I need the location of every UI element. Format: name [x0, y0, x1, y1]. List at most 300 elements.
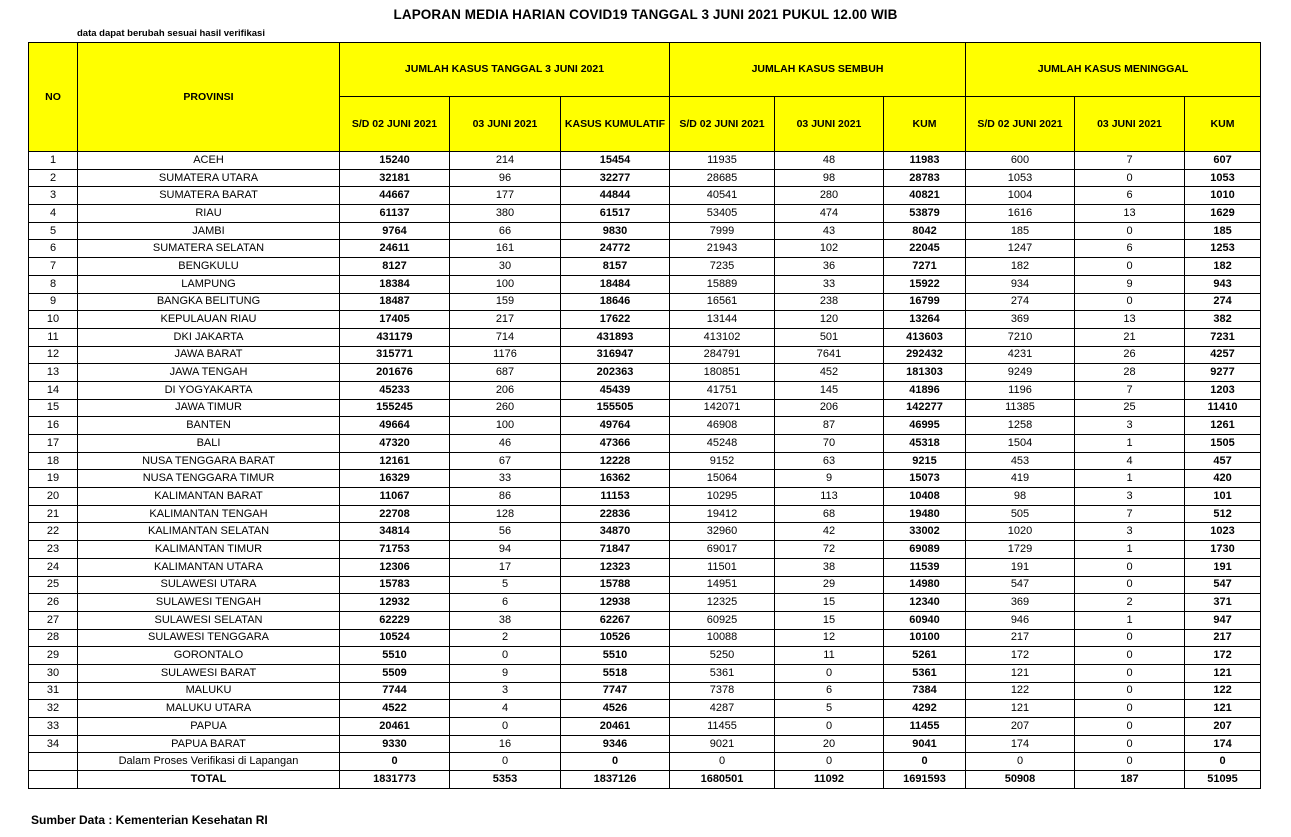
- cell-meninggal-03-juni: 6: [1075, 187, 1185, 205]
- cell-kasus-kumulatif: 5518: [561, 664, 670, 682]
- cell-sembuh-03-juni: 38: [775, 558, 884, 576]
- cell-kasus-sd-02-juni: 47320: [340, 435, 450, 453]
- cell-meninggal-sd-02-juni: 9249: [966, 364, 1075, 382]
- cell-sembuh-kum: 142277: [884, 399, 966, 417]
- cell-sembuh-sd-02-juni: 5250: [670, 647, 775, 665]
- cell-kasus-sd-02-juni: 12306: [340, 558, 450, 576]
- header-meninggal-sd-02-juni: S/D 02 JUNI 2021: [966, 97, 1075, 152]
- cell-kasus-03-juni: 214: [450, 152, 561, 170]
- cell-provinsi: KALIMANTAN TIMUR: [78, 541, 340, 559]
- cell-meninggal-kum: 1629: [1185, 205, 1261, 223]
- cell-meninggal-sd-02-juni: 217: [966, 629, 1075, 647]
- cell-meninggal-sd-02-juni: 1004: [966, 187, 1075, 205]
- cell-sembuh-kum: 33002: [884, 523, 966, 541]
- header-provinsi: PROVINSI: [78, 43, 340, 152]
- cell-meninggal-03-juni: 0: [1075, 258, 1185, 276]
- cell-meninggal-sd-02-juni: 505: [966, 505, 1075, 523]
- cell-sembuh-03-juni: 68: [775, 505, 884, 523]
- cell-meninggal-03-juni: 1: [1075, 541, 1185, 559]
- table-row: [29, 275, 1261, 293]
- cell-kasus-kumulatif: 12938: [561, 594, 670, 612]
- cell-sembuh-sd-02-juni: 284791: [670, 346, 775, 364]
- table-row: [29, 258, 1261, 276]
- cell-sembuh-kum: 40821: [884, 187, 966, 205]
- cell-kasus-kumulatif: 316947: [561, 346, 670, 364]
- cell-sembuh-sd-02-juni: 19412: [670, 505, 775, 523]
- cell-row-no: 20: [29, 488, 78, 506]
- header-kasus-sd-02-juni: S/D 02 JUNI 2021: [340, 97, 450, 152]
- cell-provinsi: MALUKU: [78, 682, 340, 700]
- cell-meninggal-kum: 1203: [1185, 381, 1261, 399]
- cell-sembuh-03-juni: 42: [775, 523, 884, 541]
- table-row: [29, 293, 1261, 311]
- cell-kasus-sd-02-juni: 431179: [340, 328, 450, 346]
- cell-meninggal-03-juni: 13: [1075, 311, 1185, 329]
- cell-meninggal-kum: 1023: [1185, 523, 1261, 541]
- cell-kasus-03-juni: 5353: [450, 771, 561, 789]
- cell-sembuh-03-juni: 9: [775, 470, 884, 488]
- cell-kasus-03-juni: 4: [450, 700, 561, 718]
- cell-kasus-kumulatif: 61517: [561, 205, 670, 223]
- cell-kasus-sd-02-juni: 32181: [340, 169, 450, 187]
- cell-kasus-03-juni: 33: [450, 470, 561, 488]
- cell-provinsi: BANTEN: [78, 417, 340, 435]
- cell-provinsi: KALIMANTAN TENGAH: [78, 505, 340, 523]
- cell-provinsi: SULAWESI UTARA: [78, 576, 340, 594]
- cell-meninggal-kum: 121: [1185, 664, 1261, 682]
- cell-meninggal-03-juni: 25: [1075, 399, 1185, 417]
- cell-kasus-03-juni: 46: [450, 435, 561, 453]
- cell-kasus-kumulatif: 4526: [561, 700, 670, 718]
- cell-sembuh-kum: 19480: [884, 505, 966, 523]
- cell-sembuh-03-juni: 36: [775, 258, 884, 276]
- cell-provinsi: BALI: [78, 435, 340, 453]
- cell-kasus-sd-02-juni: 5509: [340, 664, 450, 682]
- table-row: [29, 718, 1261, 736]
- cell-sembuh-sd-02-juni: 7378: [670, 682, 775, 700]
- cell-sembuh-sd-02-juni: 413102: [670, 328, 775, 346]
- cell-sembuh-kum: 16799: [884, 293, 966, 311]
- cell-row-no: 27: [29, 611, 78, 629]
- source-footer: Sumber Data : Kementerian Kesehatan RI: [31, 813, 268, 827]
- cell-sembuh-sd-02-juni: 41751: [670, 381, 775, 399]
- cell-meninggal-sd-02-juni: 547: [966, 576, 1075, 594]
- cell-sembuh-sd-02-juni: 46908: [670, 417, 775, 435]
- cell-sembuh-03-juni: 120: [775, 311, 884, 329]
- table-row: [29, 576, 1261, 594]
- cell-kasus-03-juni: 260: [450, 399, 561, 417]
- cell-meninggal-03-juni: 0: [1075, 682, 1185, 700]
- cell-meninggal-03-juni: 0: [1075, 169, 1185, 187]
- cell-kasus-kumulatif: 155505: [561, 399, 670, 417]
- cell-meninggal-sd-02-juni: 185: [966, 222, 1075, 240]
- cell-kasus-sd-02-juni: 12161: [340, 452, 450, 470]
- cell-sembuh-sd-02-juni: 53405: [670, 205, 775, 223]
- cell-kasus-kumulatif: 62267: [561, 611, 670, 629]
- table-row: [29, 452, 1261, 470]
- cell-row-no: 32: [29, 700, 78, 718]
- cell-kasus-03-juni: 0: [450, 718, 561, 736]
- cell-provinsi: SUMATERA SELATAN: [78, 240, 340, 258]
- cell-kasus-03-juni: 206: [450, 381, 561, 399]
- cell-meninggal-kum: 182: [1185, 258, 1261, 276]
- cell-kasus-03-juni: 217: [450, 311, 561, 329]
- cell-sembuh-kum: 69089: [884, 541, 966, 559]
- cell-meninggal-sd-02-juni: 1729: [966, 541, 1075, 559]
- cell-meninggal-kum: 11410: [1185, 399, 1261, 417]
- table-body: [29, 152, 1261, 789]
- cell-row-no: 29: [29, 647, 78, 665]
- cell-sembuh-03-juni: 280: [775, 187, 884, 205]
- cell-sembuh-03-juni: 6: [775, 682, 884, 700]
- cell-meninggal-kum: 1261: [1185, 417, 1261, 435]
- cell-sembuh-sd-02-juni: 7999: [670, 222, 775, 240]
- cell-sembuh-kum: 9041: [884, 735, 966, 753]
- cell-sembuh-sd-02-juni: 21943: [670, 240, 775, 258]
- cell-meninggal-kum: 51095: [1185, 771, 1261, 789]
- table-row: [29, 470, 1261, 488]
- cell-meninggal-03-juni: 0: [1075, 664, 1185, 682]
- cell-kasus-sd-02-juni: 62229: [340, 611, 450, 629]
- cell-meninggal-sd-02-juni: 453: [966, 452, 1075, 470]
- cell-kasus-kumulatif: 32277: [561, 169, 670, 187]
- cell-meninggal-sd-02-juni: 0: [966, 753, 1075, 771]
- cell-meninggal-03-juni: 6: [1075, 240, 1185, 258]
- table-row: [29, 541, 1261, 559]
- cell-row-no: 10: [29, 311, 78, 329]
- cell-sembuh-03-juni: 87: [775, 417, 884, 435]
- cell-meninggal-03-juni: 0: [1075, 735, 1185, 753]
- cell-kasus-sd-02-juni: 9764: [340, 222, 450, 240]
- cell-meninggal-03-juni: 3: [1075, 523, 1185, 541]
- cell-sembuh-03-juni: 72: [775, 541, 884, 559]
- cell-kasus-sd-02-juni: 0: [340, 753, 450, 771]
- cell-kasus-kumulatif: 20461: [561, 718, 670, 736]
- cell-sembuh-03-juni: 501: [775, 328, 884, 346]
- cell-kasus-kumulatif: 34870: [561, 523, 670, 541]
- table-row: [29, 169, 1261, 187]
- cell-sembuh-sd-02-juni: 1680501: [670, 771, 775, 789]
- cell-provinsi: BANGKA BELITUNG: [78, 293, 340, 311]
- header-sembuh-03-juni: 03 JUNI 2021: [775, 97, 884, 152]
- cell-meninggal-sd-02-juni: 369: [966, 594, 1075, 612]
- cell-sembuh-03-juni: 15: [775, 611, 884, 629]
- cell-row-no: 31: [29, 682, 78, 700]
- cell-sembuh-kum: 15922: [884, 275, 966, 293]
- cell-sembuh-sd-02-juni: 13144: [670, 311, 775, 329]
- cell-sembuh-sd-02-juni: 28685: [670, 169, 775, 187]
- cell-meninggal-03-juni: 0: [1075, 718, 1185, 736]
- cell-meninggal-03-juni: 7: [1075, 505, 1185, 523]
- cell-sembuh-03-juni: 11: [775, 647, 884, 665]
- cell-sembuh-sd-02-juni: 11935: [670, 152, 775, 170]
- cell-provinsi: DKI JAKARTA: [78, 328, 340, 346]
- header-no: NO: [29, 43, 78, 152]
- cell-kasus-03-juni: 56: [450, 523, 561, 541]
- cell-kasus-sd-02-juni: 20461: [340, 718, 450, 736]
- table-row: [29, 735, 1261, 753]
- cell-meninggal-kum: 1010: [1185, 187, 1261, 205]
- cell-sembuh-kum: 14980: [884, 576, 966, 594]
- cell-meninggal-sd-02-juni: 274: [966, 293, 1075, 311]
- cell-kasus-sd-02-juni: 12932: [340, 594, 450, 612]
- cell-provinsi: LAMPUNG: [78, 275, 340, 293]
- cell-meninggal-kum: 607: [1185, 152, 1261, 170]
- cell-meninggal-03-juni: 0: [1075, 753, 1185, 771]
- cell-sembuh-kum: 7271: [884, 258, 966, 276]
- cell-kasus-03-juni: 0: [450, 647, 561, 665]
- cell-meninggal-kum: 0: [1185, 753, 1261, 771]
- cell-sembuh-kum: 11983: [884, 152, 966, 170]
- cell-provinsi: DI YOGYAKARTA: [78, 381, 340, 399]
- cell-kasus-kumulatif: 44844: [561, 187, 670, 205]
- cell-kasus-sd-02-juni: 34814: [340, 523, 450, 541]
- cell-kasus-03-juni: 38: [450, 611, 561, 629]
- cell-row-no: 21: [29, 505, 78, 523]
- cell-kasus-kumulatif: 47366: [561, 435, 670, 453]
- cell-sembuh-sd-02-juni: 142071: [670, 399, 775, 417]
- cell-sembuh-03-juni: 29: [775, 576, 884, 594]
- cell-meninggal-sd-02-juni: 946: [966, 611, 1075, 629]
- table-row: [29, 435, 1261, 453]
- header-sembuh-kum: KUM: [884, 97, 966, 152]
- cell-meninggal-sd-02-juni: 4231: [966, 346, 1075, 364]
- cell-sembuh-kum: 11455: [884, 718, 966, 736]
- cell-sembuh-kum: 413603: [884, 328, 966, 346]
- cell-kasus-03-juni: 687: [450, 364, 561, 382]
- cell-meninggal-sd-02-juni: 600: [966, 152, 1075, 170]
- cell-provinsi: SUMATERA UTARA: [78, 169, 340, 187]
- cell-kasus-kumulatif: 71847: [561, 541, 670, 559]
- cell-sembuh-03-juni: 98: [775, 169, 884, 187]
- cell-meninggal-kum: 122: [1185, 682, 1261, 700]
- cell-sembuh-03-juni: 238: [775, 293, 884, 311]
- cell-sembuh-kum: 1691593: [884, 771, 966, 789]
- cell-meninggal-kum: 547: [1185, 576, 1261, 594]
- cell-row-no: 2: [29, 169, 78, 187]
- cell-kasus-sd-02-juni: 18384: [340, 275, 450, 293]
- cell-sembuh-kum: 9215: [884, 452, 966, 470]
- cell-provinsi: PAPUA BARAT: [78, 735, 340, 753]
- table-row: [29, 311, 1261, 329]
- cell-provinsi: SULAWESI BARAT: [78, 664, 340, 682]
- cell-provinsi: PAPUA: [78, 718, 340, 736]
- cell-meninggal-kum: 947: [1185, 611, 1261, 629]
- header-group-kasus: JUMLAH KASUS TANGGAL 3 JUNI 2021: [340, 43, 670, 97]
- cell-meninggal-sd-02-juni: 369: [966, 311, 1075, 329]
- cell-sembuh-sd-02-juni: 11501: [670, 558, 775, 576]
- cell-kasus-kumulatif: 9346: [561, 735, 670, 753]
- cell-kasus-kumulatif: 22836: [561, 505, 670, 523]
- cell-row-no: 3: [29, 187, 78, 205]
- cell-meninggal-kum: 121: [1185, 700, 1261, 718]
- cell-meninggal-03-juni: 0: [1075, 647, 1185, 665]
- cell-kasus-sd-02-juni: 17405: [340, 311, 450, 329]
- cell-meninggal-sd-02-juni: 1196: [966, 381, 1075, 399]
- cell-meninggal-03-juni: 2: [1075, 594, 1185, 612]
- cell-sembuh-sd-02-juni: 11455: [670, 718, 775, 736]
- cell-meninggal-sd-02-juni: 1020: [966, 523, 1075, 541]
- cell-kasus-03-juni: 94: [450, 541, 561, 559]
- cell-kasus-kumulatif: 0: [561, 753, 670, 771]
- cell-kasus-kumulatif: 11153: [561, 488, 670, 506]
- cell-provinsi: BENGKULU: [78, 258, 340, 276]
- cell-row-no: 11: [29, 328, 78, 346]
- cell-kasus-03-juni: 96: [450, 169, 561, 187]
- cell-sembuh-kum: 53879: [884, 205, 966, 223]
- cell-sembuh-03-juni: 206: [775, 399, 884, 417]
- cell-meninggal-03-juni: 28: [1075, 364, 1185, 382]
- header-meninggal-03-juni: 03 JUNI 2021: [1075, 97, 1185, 152]
- cell-meninggal-03-juni: 26: [1075, 346, 1185, 364]
- cell-row-no: 5: [29, 222, 78, 240]
- header-kasus-kumulatif: KASUS KUMULATIF: [561, 97, 670, 152]
- cell-sembuh-03-juni: 0: [775, 664, 884, 682]
- cell-kasus-03-juni: 161: [450, 240, 561, 258]
- cell-row-no: 33: [29, 718, 78, 736]
- header-meninggal-kum: KUM: [1185, 97, 1261, 152]
- cell-kasus-kumulatif: 7747: [561, 682, 670, 700]
- cell-kasus-kumulatif: 12323: [561, 558, 670, 576]
- cell-meninggal-sd-02-juni: 1504: [966, 435, 1075, 453]
- cell-sembuh-kum: 181303: [884, 364, 966, 382]
- cell-sembuh-03-juni: 12: [775, 629, 884, 647]
- cell-meninggal-03-juni: 0: [1075, 293, 1185, 311]
- table-row: [29, 594, 1261, 612]
- cell-sembuh-03-juni: 0: [775, 718, 884, 736]
- cell-meninggal-kum: 512: [1185, 505, 1261, 523]
- cell-sembuh-03-juni: 452: [775, 364, 884, 382]
- cell-sembuh-sd-02-juni: 32960: [670, 523, 775, 541]
- cell-meninggal-sd-02-juni: 1258: [966, 417, 1075, 435]
- cell-provinsi: KEPULAUAN RIAU: [78, 311, 340, 329]
- cell-sembuh-sd-02-juni: 45248: [670, 435, 775, 453]
- cell-meninggal-03-juni: 4: [1075, 452, 1185, 470]
- cell-kasus-sd-02-juni: 5510: [340, 647, 450, 665]
- cell-kasus-kumulatif: 16362: [561, 470, 670, 488]
- cell-kasus-sd-02-juni: 8127: [340, 258, 450, 276]
- cell-meninggal-sd-02-juni: 7210: [966, 328, 1075, 346]
- cell-sembuh-03-juni: 113: [775, 488, 884, 506]
- cell-row-no: 28: [29, 629, 78, 647]
- cell-meninggal-sd-02-juni: 121: [966, 664, 1075, 682]
- cell-kasus-sd-02-juni: 7744: [340, 682, 450, 700]
- table-row: [29, 629, 1261, 647]
- table-row: [29, 558, 1261, 576]
- cell-sembuh-03-juni: 43: [775, 222, 884, 240]
- cell-meninggal-03-juni: 1: [1075, 611, 1185, 629]
- cell-meninggal-03-juni: 7: [1075, 381, 1185, 399]
- cell-meninggal-kum: 1730: [1185, 541, 1261, 559]
- table-row: [29, 240, 1261, 258]
- cell-provinsi: KALIMANTAN UTARA: [78, 558, 340, 576]
- cell-meninggal-sd-02-juni: 207: [966, 718, 1075, 736]
- cell-meninggal-sd-02-juni: 122: [966, 682, 1075, 700]
- cell-meninggal-sd-02-juni: 50908: [966, 771, 1075, 789]
- cell-kasus-sd-02-juni: 18487: [340, 293, 450, 311]
- total-row: [29, 771, 1261, 789]
- header-kasus-03-juni: 03 JUNI 2021: [450, 97, 561, 152]
- cell-sembuh-03-juni: 0: [775, 753, 884, 771]
- cell-sembuh-sd-02-juni: 0: [670, 753, 775, 771]
- cell-meninggal-kum: 943: [1185, 275, 1261, 293]
- cell-meninggal-kum: 1253: [1185, 240, 1261, 258]
- table-row: [29, 647, 1261, 665]
- cell-row-no: [29, 753, 78, 771]
- table-row: [29, 152, 1261, 170]
- table-row: [29, 682, 1261, 700]
- cell-sembuh-sd-02-juni: 16561: [670, 293, 775, 311]
- cell-sembuh-03-juni: 15: [775, 594, 884, 612]
- cell-meninggal-kum: 7231: [1185, 328, 1261, 346]
- cell-kasus-kumulatif: 1837126: [561, 771, 670, 789]
- cell-kasus-kumulatif: 17622: [561, 311, 670, 329]
- cell-meninggal-kum: 274: [1185, 293, 1261, 311]
- cell-kasus-03-juni: 16: [450, 735, 561, 753]
- table-row: [29, 417, 1261, 435]
- cell-provinsi: Dalam Proses Verifikasi di Lapangan: [78, 753, 340, 771]
- cell-meninggal-sd-02-juni: 11385: [966, 399, 1075, 417]
- cell-sembuh-03-juni: 48: [775, 152, 884, 170]
- cell-kasus-03-juni: 3: [450, 682, 561, 700]
- cell-kasus-03-juni: 714: [450, 328, 561, 346]
- cell-meninggal-03-juni: 13: [1075, 205, 1185, 223]
- header-sembuh-sd-02-juni: S/D 02 JUNI 2021: [670, 97, 775, 152]
- cell-kasus-kumulatif: 18646: [561, 293, 670, 311]
- cell-kasus-03-juni: 100: [450, 417, 561, 435]
- verification-note: data dapat berubah sesuai hasil verifikasi: [77, 28, 265, 39]
- cell-provinsi: JAWA TENGAH: [78, 364, 340, 382]
- cell-sembuh-03-juni: 70: [775, 435, 884, 453]
- cell-sembuh-sd-02-juni: 10088: [670, 629, 775, 647]
- cell-kasus-kumulatif: 431893: [561, 328, 670, 346]
- table-row: [29, 399, 1261, 417]
- cell-kasus-03-juni: 9: [450, 664, 561, 682]
- cell-kasus-sd-02-juni: 22708: [340, 505, 450, 523]
- cell-meninggal-03-juni: 0: [1075, 558, 1185, 576]
- cell-sembuh-03-juni: 11092: [775, 771, 884, 789]
- cell-kasus-sd-02-juni: 4522: [340, 700, 450, 718]
- cell-sembuh-kum: 12340: [884, 594, 966, 612]
- cell-kasus-03-juni: 2: [450, 629, 561, 647]
- table-row: [29, 328, 1261, 346]
- cell-sembuh-03-juni: 63: [775, 452, 884, 470]
- table-row: [29, 187, 1261, 205]
- cell-provinsi: GORONTALO: [78, 647, 340, 665]
- table-row: [29, 700, 1261, 718]
- cell-kasus-03-juni: 67: [450, 452, 561, 470]
- cell-sembuh-sd-02-juni: 5361: [670, 664, 775, 682]
- cell-provinsi: JAMBI: [78, 222, 340, 240]
- cell-kasus-sd-02-juni: 15240: [340, 152, 450, 170]
- cell-meninggal-03-juni: 0: [1075, 700, 1185, 718]
- cell-row-no: 9: [29, 293, 78, 311]
- cell-row-no: 7: [29, 258, 78, 276]
- cell-sembuh-kum: 5261: [884, 647, 966, 665]
- cell-sembuh-sd-02-juni: 4287: [670, 700, 775, 718]
- cell-meninggal-sd-02-juni: 191: [966, 558, 1075, 576]
- cell-provinsi: KALIMANTAN SELATAN: [78, 523, 340, 541]
- cell-meninggal-kum: 371: [1185, 594, 1261, 612]
- cell-sembuh-sd-02-juni: 7235: [670, 258, 775, 276]
- header-group-meninggal: JUMLAH KASUS MENINGGAL: [966, 43, 1261, 97]
- cell-meninggal-03-juni: 0: [1075, 222, 1185, 240]
- cell-kasus-03-juni: 159: [450, 293, 561, 311]
- cell-sembuh-sd-02-juni: 12325: [670, 594, 775, 612]
- cell-sembuh-03-juni: 5: [775, 700, 884, 718]
- cell-sembuh-sd-02-juni: 9021: [670, 735, 775, 753]
- cell-provinsi: RIAU: [78, 205, 340, 223]
